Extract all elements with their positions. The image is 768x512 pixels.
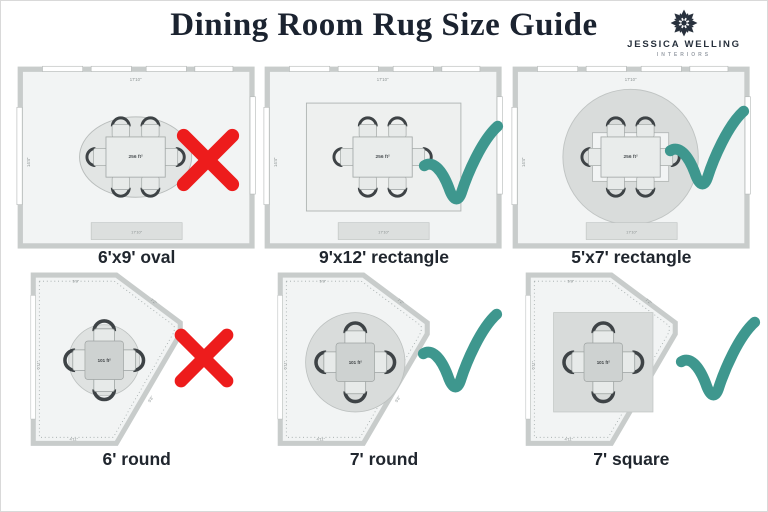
dimension-label: 17'10" [378, 229, 390, 235]
dimension-label: 5'8" [146, 395, 155, 404]
dimension-label: 17'10" [625, 229, 637, 235]
page-title: Dining Room Rug Size Guide [170, 7, 598, 43]
dimension-label: 5'8" [567, 279, 574, 285]
room-diagram [15, 269, 258, 457]
window [525, 296, 530, 420]
area-label: 256 ft² [128, 155, 143, 161]
panel-caption: 6' round [102, 449, 171, 469]
window [91, 66, 131, 71]
window [512, 107, 517, 204]
dimension-label: 7'2" [644, 297, 653, 306]
room-diagram [262, 65, 505, 253]
window [195, 66, 233, 71]
window [290, 66, 330, 71]
panel-6x9-oval [15, 65, 258, 267]
area-label: 256 ft² [375, 155, 391, 161]
panel-6-round [15, 269, 258, 469]
room-diagram [510, 65, 753, 253]
diagram-grid-row-2 [1, 267, 767, 469]
room-diagram [262, 269, 505, 457]
brand-name: JESSICA WELLING [627, 39, 741, 50]
dimension-label: 5'8" [319, 279, 327, 285]
window [745, 97, 750, 194]
window [250, 97, 255, 194]
dimension-label: 5'8" [72, 279, 80, 285]
window [690, 66, 728, 71]
panel-caption: 6'x9' oval [97, 247, 176, 268]
brand-subtitle: INTERIORS [656, 52, 712, 58]
panel-caption: 7' round [349, 449, 419, 469]
panel-7-round [262, 269, 505, 469]
dimension-label: 17'10" [377, 76, 389, 82]
brand-logo [625, 9, 743, 58]
window [394, 66, 434, 71]
window [17, 107, 22, 204]
area-label: 256 ft² [623, 155, 638, 161]
window [146, 66, 186, 71]
window [497, 97, 502, 194]
panel-caption: 5'x7' rectangle [571, 247, 692, 268]
header [1, 1, 767, 63]
window [264, 107, 269, 204]
window [586, 66, 626, 71]
dimension-label: 17'10" [131, 229, 143, 235]
starburst-icon [670, 9, 698, 37]
window [537, 66, 577, 71]
panel-caption: 7' square [593, 449, 670, 469]
window [278, 296, 283, 420]
area-label: 101 ft² [97, 358, 111, 364]
dimension-label: 17'10" [624, 76, 637, 82]
panel-9x12-rectangle [262, 65, 505, 267]
dimension-label: 14'4" [520, 157, 526, 168]
window [641, 66, 681, 71]
dimension-label: 6'11" [35, 361, 41, 371]
room-diagram [510, 269, 753, 457]
panel-5x7-rectangle [510, 65, 753, 267]
window [31, 296, 36, 420]
dimension-label: 4'11" [316, 436, 326, 442]
window [339, 66, 379, 71]
dimension-label: 14'4" [25, 157, 31, 168]
window [43, 66, 83, 71]
dimension-label: 4'11" [564, 436, 573, 442]
diagram-grid-row-1 [1, 63, 767, 267]
window [442, 66, 480, 71]
dimension-label: 6'11" [282, 361, 288, 371]
room-diagram [15, 65, 258, 253]
dimension-label: 17'10" [129, 76, 142, 82]
area-label: 101 ft² [349, 360, 363, 366]
dimension-label: 6'11" [529, 361, 535, 371]
panel-7-square [510, 269, 753, 469]
dimension-label: 4'11" [69, 436, 79, 442]
area-label: 101 ft² [596, 360, 610, 366]
dimension-label: 14'4" [273, 157, 279, 168]
dimension-label: 7'2" [149, 297, 158, 306]
dimension-label: 7'2" [396, 297, 406, 306]
dimension-label: 5'8" [394, 395, 402, 404]
panel-caption: 9'x12' rectangle [319, 247, 449, 268]
